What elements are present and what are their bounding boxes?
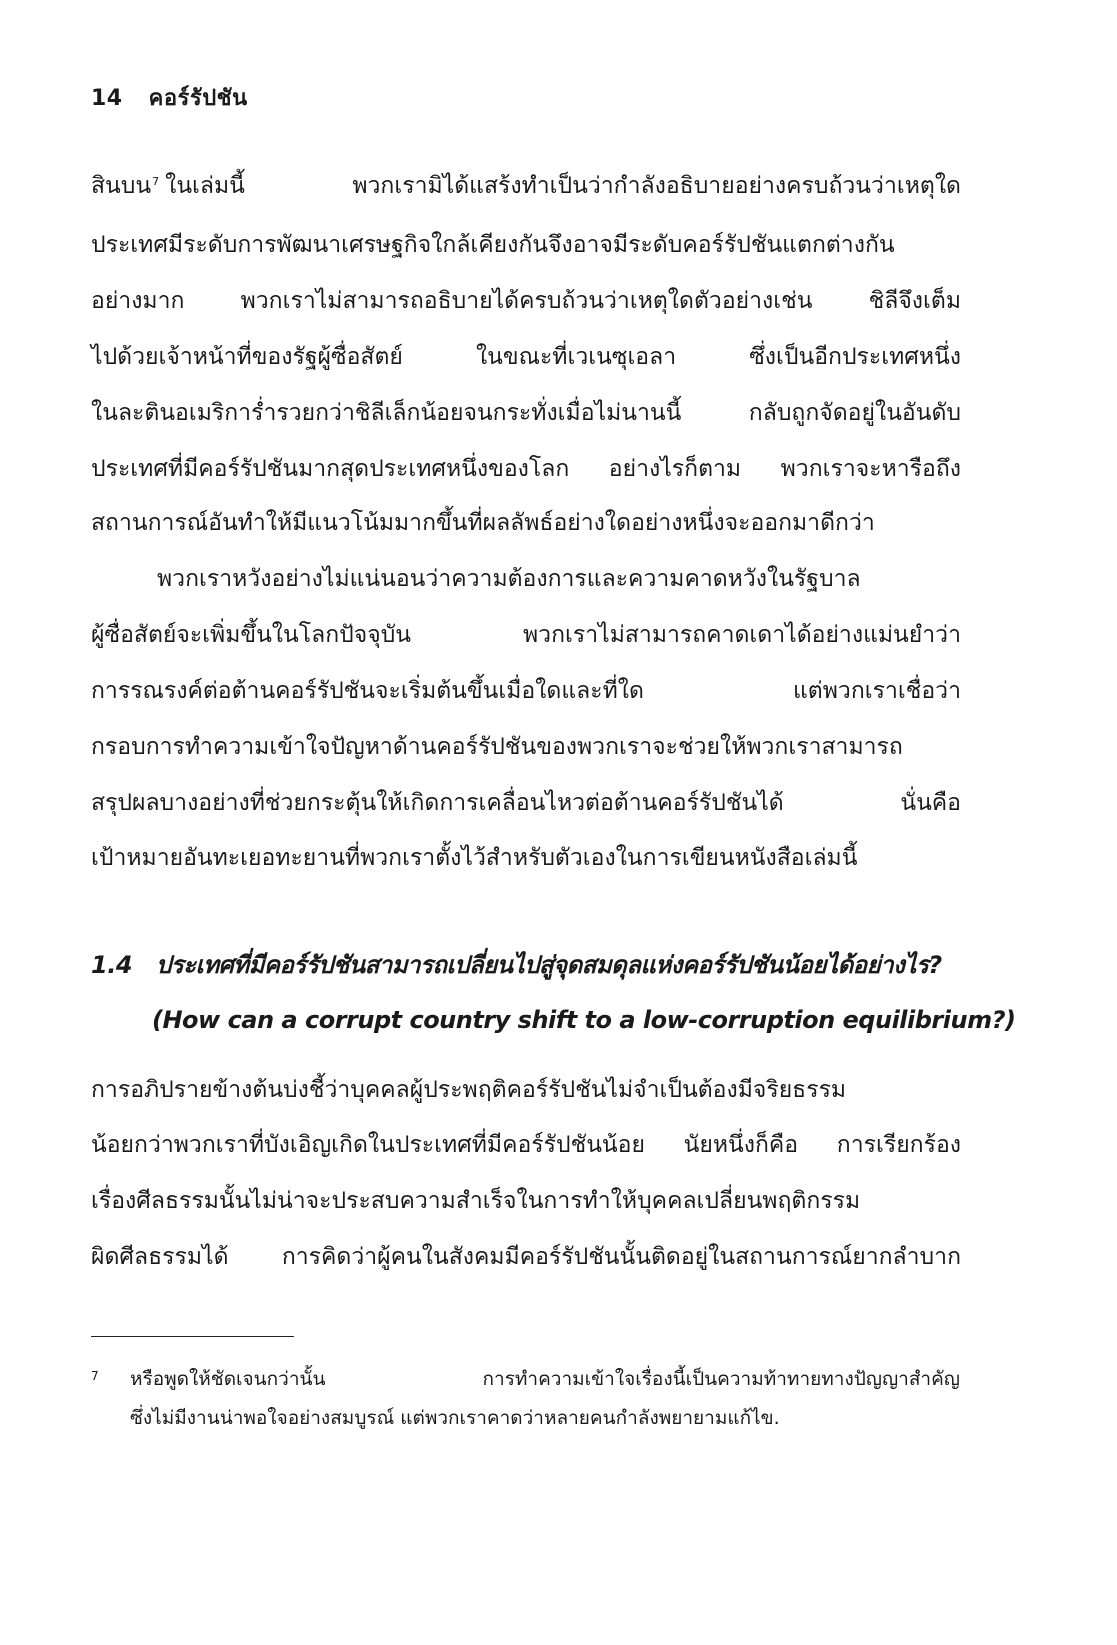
first-word: สินบน <box>91 173 152 199</box>
paragraph1-line-3: อย่างมาก พวกเราไม่สามารถอธิบายได้ครบถ้วนว่าเหตุใดตัวอย่างเช่น ชิลีจึงเต็ม <box>91 288 961 314</box>
paragraph2-line-4: กรอบการทำความเข้าใจปัญหาด้านคอร์รัปชันของพวกเราจะช่วยให้พวกเราสามารถ <box>91 734 903 760</box>
footnote-number: 7 <box>91 1369 99 1383</box>
paragraph2-line-6: เป้าหมายอันทะเยอทะยานที่พวกเราตั้งไว้สำหรับตัวเองในการเขียนหนังสือเล่มนี้ <box>91 845 858 871</box>
paragraph3-line-2: น้อยกว่าพวกเราที่บังเอิญเกิดในประเทศที่มีคอร์รัปชันน้อย นัยหนึ่งก็คือ การเรียกร้อง <box>91 1132 961 1158</box>
footnote-separator <box>91 1336 294 1337</box>
paragraph2-line-5: สรุปผลบางอย่างที่ช่วยกระตุ้นให้เกิดการเคลื่อนไหวต่อต้านคอร์รัปชันได้ นั่นคือ <box>91 790 961 816</box>
running-title: คอร์รัปชัน <box>148 86 248 111</box>
footnote-reference[interactable]: 7 <box>152 175 160 188</box>
page-number: 14 <box>91 86 123 111</box>
footnote-line-2: ซึ่งไม่มีงานน่าพอใจอย่างสมบูรณ์ แต่พวกเราคาดว่าหลายคนกำลังพยายามแก้ไข. <box>130 1407 780 1429</box>
paragraph2-line-1: พวกเราหวังอย่างไม่แน่นอนว่าความต้องการและความคาดหวังในรัฐบาล <box>157 566 861 592</box>
paragraph1-line-5: ในละตินอเมริการ่ำรวยกว่าชิลีเล็กน้อยจนกระทั่งเมื่อไม่นานนี้ กลับถูกจัดอยู่ในอันดับ <box>91 400 961 426</box>
paragraph1-line-4: ไปด้วยเจ้าหน้าที่ของรัฐผู้ซื่อสัตย์ ในขณะที่เวเนซุเอลา ซึ่งเป็นอีกประเทศหนึ่ง <box>91 344 961 370</box>
paragraph3-line-1: การอภิปรายข้างต้นบ่งชี้ว่าบุคคลผู้ประพฤติคอร์รัปชันไม่จำเป็นต้องมีจริยธรรม <box>91 1077 847 1103</box>
footnote-line-1: หรือพูดให้ชัดเจนกว่านั้น การทำความเข้าใจเรื่องนี้เป็นความท้าทายทางปัญญาสำคัญ <box>130 1368 960 1390</box>
paragraph1-line-1 <box>91 171 961 203</box>
paragraph3-line-4: ผิดศีลธรรมได้ การคิดว่าผู้คนในสังคมมีคอร์รัปชันนั้นติดอยู่ในสถานการณ์ยากลำบาก <box>91 1244 961 1270</box>
line1-rest: ในเล่มนี้ พวกเรามิได้แสร้งทำเป็นว่ากำลังอธิบายอย่างครบถ้วนว่าเหตุใด <box>165 173 961 199</box>
paragraph1-line-7: สถานการณ์อันทำให้มีแนวโน้มมากขึ้นที่ผลลัพธ์อย่างใดอย่างหนึ่งจะออกมาดีกว่า <box>91 510 875 536</box>
paragraph2-line-2: ผู้ซื่อสัตย์จะเพิ่มขึ้นในโลกปัจจุบัน พวกเราไม่สามารถคาดเดาได้อย่างแม่นยำว่า <box>91 622 961 648</box>
paragraph2-line-3: การรณรงค์ต่อต้านคอร์รัปชันจะเริ่มต้นขึ้นเมื่อใดและที่ใด แต่พวกเราเชื่อว่า <box>91 678 961 704</box>
running-header <box>91 80 248 115</box>
section-number: 1.4 <box>91 951 133 979</box>
section-heading-english: (How can a corrupt country shift to a low-corruption equilibrium?) <box>152 1006 1016 1034</box>
section-heading-thai <box>91 950 942 980</box>
paragraph1-line-6: ประเทศที่มีคอร์รัปชันมากสุดประเทศหนึ่งของโลก อย่างไรก็ตาม พวกเราจะหารือถึง <box>91 456 961 482</box>
paragraph1-line-2: ประเทศมีระดับการพัฒนาเศรษฐกิจใกล้เคียงกันจึงอาจมีระดับคอร์รัปชันแตกต่างกัน <box>91 232 895 258</box>
section-title-thai: ประเทศที่มีคอร์รัปชันสามารถเปลี่ยนไปสู่จุดสมดุลแห่งคอร์รัปชันน้อยได้อย่างไร? <box>156 951 942 979</box>
paragraph3-line-3: เรื่องศีลธรรมนั้นไม่น่าจะประสบความสำเร็จในการทำให้บุคคลเปลี่ยนพฤติกรรม <box>91 1188 861 1214</box>
